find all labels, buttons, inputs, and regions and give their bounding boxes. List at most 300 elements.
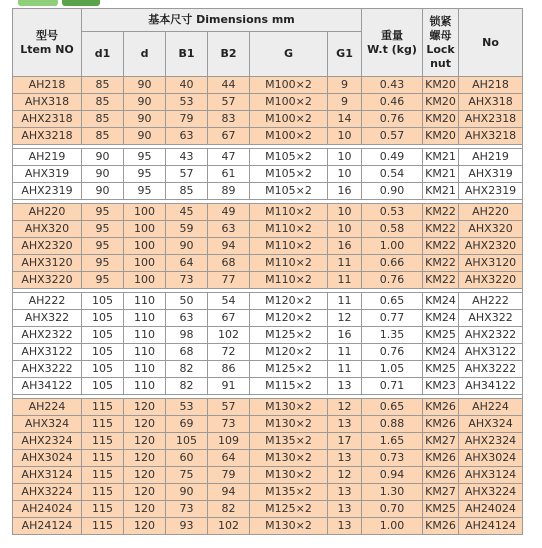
cell-weight: 0.65: [362, 399, 423, 416]
cell-b2: 64: [208, 450, 250, 467]
cell-g: M120×2: [250, 310, 328, 327]
cell-lock-nut: KM26: [423, 416, 459, 433]
table-header: [13, 9, 523, 77]
cell-d: 120: [124, 484, 166, 501]
cell-weight: 0.71: [362, 378, 423, 395]
cell-weight: 0.65: [362, 293, 423, 310]
cell-b1: 64: [166, 255, 208, 272]
cell-b2: 79: [208, 467, 250, 484]
cell-lock-nut: KM22: [423, 204, 459, 221]
cell-model: AH220: [13, 204, 82, 221]
cell-lock-nut: KM24: [423, 344, 459, 361]
cell-model: AHX2324: [13, 433, 82, 450]
cell-b1: 68: [166, 344, 208, 361]
cell-g1: 17: [328, 433, 362, 450]
cell-d1: 95: [82, 221, 124, 238]
cell-d: 95: [124, 166, 166, 183]
cell-b1: 105: [166, 433, 208, 450]
cell-weight: 0.46: [362, 94, 423, 111]
table-row: [13, 183, 523, 200]
cell-weight: 1.30: [362, 484, 423, 501]
cell-model: AHX319: [13, 166, 82, 183]
cell-g: M100×2: [250, 128, 328, 145]
cell-g: M105×2: [250, 183, 328, 200]
cell-g1: 13: [328, 378, 362, 395]
cell-model: AH224: [13, 399, 82, 416]
cell-d1: 95: [82, 272, 124, 289]
cell-b2: 94: [208, 484, 250, 501]
cell-b2: 94: [208, 238, 250, 255]
cell-b2: 83: [208, 111, 250, 128]
dimensions-header: 基本尺寸 Dimensions mm: [82, 9, 362, 32]
cell-d: 110: [124, 327, 166, 344]
cell-b2: 86: [208, 361, 250, 378]
cell-g1: 13: [328, 518, 362, 535]
cell-weight: 0.70: [362, 501, 423, 518]
cell-b1: 50: [166, 293, 208, 310]
cell-d: 110: [124, 361, 166, 378]
top-decoration: [18, 0, 168, 7]
cell-d1: 105: [82, 344, 124, 361]
cell-b2: 102: [208, 327, 250, 344]
cell-no: AHX2324: [459, 433, 523, 450]
cell-lock-nut: KM26: [423, 399, 459, 416]
cell-g1: 16: [328, 327, 362, 344]
cell-g: M125×2: [250, 501, 328, 518]
green-tab-decoration: [62, 0, 100, 6]
cell-weight: 0.77: [362, 310, 423, 327]
model-header: 型号 Ltem NO: [13, 9, 82, 77]
cell-lock-nut: KM21: [423, 183, 459, 200]
bearing-spec-table: [12, 8, 523, 535]
cell-b2: 67: [208, 310, 250, 327]
cell-model: AHX2320: [13, 238, 82, 255]
cell-g1: 14: [328, 111, 362, 128]
cell-no: AHX3218: [459, 128, 523, 145]
cell-b2: 82: [208, 501, 250, 518]
cell-model: AHX3124: [13, 467, 82, 484]
cell-lock-nut: KM27: [423, 433, 459, 450]
cell-g: M130×2: [250, 450, 328, 467]
cell-model: AH24024: [13, 501, 82, 518]
cell-g: M100×2: [250, 77, 328, 94]
cell-g: M120×2: [250, 293, 328, 310]
cell-model: AHX3122: [13, 344, 82, 361]
table-row: [13, 293, 523, 310]
cell-d1: 95: [82, 238, 124, 255]
cell-model: AHX2318: [13, 111, 82, 128]
cell-b1: 93: [166, 518, 208, 535]
cell-d: 95: [124, 183, 166, 200]
cell-g: M110×2: [250, 238, 328, 255]
cell-no: AH224: [459, 399, 523, 416]
cell-g1: 9: [328, 94, 362, 111]
cell-g1: 11: [328, 293, 362, 310]
cell-d1: 115: [82, 518, 124, 535]
cell-g1: 16: [328, 183, 362, 200]
cell-d: 100: [124, 238, 166, 255]
table-row: [13, 149, 523, 166]
table-row: [13, 94, 523, 111]
cell-d1: 105: [82, 378, 124, 395]
table-row: [13, 327, 523, 344]
cell-model: AHX3024: [13, 450, 82, 467]
table-row: [13, 221, 523, 238]
cell-lock-nut: KM22: [423, 221, 459, 238]
cell-d1: 105: [82, 327, 124, 344]
cell-b1: 75: [166, 467, 208, 484]
table-row: [13, 433, 523, 450]
cell-g: M115×2: [250, 378, 328, 395]
cell-b2: 49: [208, 204, 250, 221]
cell-d: 90: [124, 111, 166, 128]
cell-g1: 11: [328, 272, 362, 289]
cell-weight: 0.54: [362, 166, 423, 183]
cell-weight: 0.90: [362, 183, 423, 200]
cell-b2: 89: [208, 183, 250, 200]
cell-g1: 12: [328, 467, 362, 484]
cell-lock-nut: KM25: [423, 361, 459, 378]
cell-b1: 63: [166, 310, 208, 327]
cell-weight: 1.00: [362, 238, 423, 255]
cell-b1: 90: [166, 484, 208, 501]
cell-g: M120×2: [250, 344, 328, 361]
cell-lock-nut: KM20: [423, 77, 459, 94]
cell-b1: 90: [166, 238, 208, 255]
cell-no: AHX3122: [459, 344, 523, 361]
cell-d: 110: [124, 378, 166, 395]
cell-b2: 54: [208, 293, 250, 310]
cell-lock-nut: KM22: [423, 272, 459, 289]
cell-b1: 85: [166, 183, 208, 200]
table-row: [13, 450, 523, 467]
table-row: [13, 361, 523, 378]
cell-d: 120: [124, 399, 166, 416]
cell-weight: 0.53: [362, 204, 423, 221]
cell-g1: 12: [328, 310, 362, 327]
cell-d1: 115: [82, 399, 124, 416]
cell-lock-nut: KM26: [423, 450, 459, 467]
cell-b1: 53: [166, 94, 208, 111]
table-row: [13, 204, 523, 221]
cell-lock-nut: KM21: [423, 166, 459, 183]
cell-lock-nut: KM20: [423, 128, 459, 145]
cell-b2: 77: [208, 272, 250, 289]
cell-weight: 0.73: [362, 450, 423, 467]
table-row: [13, 399, 523, 416]
cell-weight: 0.76: [362, 272, 423, 289]
cell-weight: 0.88: [362, 416, 423, 433]
cell-lock-nut: KM24: [423, 310, 459, 327]
table-row: [13, 77, 523, 94]
table-row: [13, 166, 523, 183]
cell-model: AHX3218: [13, 128, 82, 145]
cell-weight: 0.57: [362, 128, 423, 145]
cell-weight: 0.94: [362, 467, 423, 484]
cell-no: AHX2322: [459, 327, 523, 344]
cell-no: AHX319: [459, 166, 523, 183]
cell-no: AHX318: [459, 94, 523, 111]
cell-d: 100: [124, 272, 166, 289]
cell-b2: 61: [208, 166, 250, 183]
cell-no: AH222: [459, 293, 523, 310]
cell-d1: 115: [82, 484, 124, 501]
cell-weight: 1.65: [362, 433, 423, 450]
cell-g: M100×2: [250, 111, 328, 128]
cell-lock-nut: KM23: [423, 378, 459, 395]
cell-b1: 43: [166, 149, 208, 166]
cell-no: AHX3224: [459, 484, 523, 501]
cell-weight: 1.05: [362, 361, 423, 378]
cell-d: 120: [124, 433, 166, 450]
cell-no: AHX3120: [459, 255, 523, 272]
cell-lock-nut: KM25: [423, 327, 459, 344]
cell-lock-nut: KM20: [423, 111, 459, 128]
col-header-d: d: [124, 32, 166, 77]
cell-d: 100: [124, 221, 166, 238]
cell-no: AH220: [459, 204, 523, 221]
cell-g1: 10: [328, 221, 362, 238]
cell-g1: 12: [328, 399, 362, 416]
cell-weight: 0.43: [362, 77, 423, 94]
cell-model: AH34122: [13, 378, 82, 395]
cell-b1: 53: [166, 399, 208, 416]
cell-lock-nut: KM20: [423, 94, 459, 111]
cell-d1: 85: [82, 111, 124, 128]
cell-no: AHX320: [459, 221, 523, 238]
cell-g1: 13: [328, 484, 362, 501]
cell-b2: 73: [208, 416, 250, 433]
cell-model: AH24124: [13, 518, 82, 535]
cell-b1: 63: [166, 128, 208, 145]
no-header: No: [459, 9, 523, 77]
cell-d1: 85: [82, 94, 124, 111]
cell-b2: 44: [208, 77, 250, 94]
green-tab-decoration: [18, 0, 58, 6]
cell-no: AHX3024: [459, 450, 523, 467]
table-row: [13, 518, 523, 535]
cell-d: 120: [124, 501, 166, 518]
weight-header: 重量 W.t (kg): [362, 9, 423, 77]
cell-model: AHX3222: [13, 361, 82, 378]
cell-no: AHX2319: [459, 183, 523, 200]
cell-model: AHX3224: [13, 484, 82, 501]
cell-model: AH218: [13, 77, 82, 94]
cell-d1: 115: [82, 467, 124, 484]
cell-model: AHX3120: [13, 255, 82, 272]
cell-no: AHX2318: [459, 111, 523, 128]
cell-model: AHX324: [13, 416, 82, 433]
cell-g1: 13: [328, 450, 362, 467]
cell-no: AH24024: [459, 501, 523, 518]
cell-g: M110×2: [250, 255, 328, 272]
cell-d1: 90: [82, 183, 124, 200]
table-row: [13, 416, 523, 433]
cell-b2: 102: [208, 518, 250, 535]
cell-lock-nut: KM22: [423, 238, 459, 255]
table-row: [13, 484, 523, 501]
cell-d1: 105: [82, 310, 124, 327]
cell-g1: 10: [328, 166, 362, 183]
table-row: [13, 378, 523, 395]
cell-b1: 69: [166, 416, 208, 433]
table-row: [13, 272, 523, 289]
cell-b1: 59: [166, 221, 208, 238]
cell-g1: 10: [328, 149, 362, 166]
cell-d: 95: [124, 149, 166, 166]
cell-d1: 115: [82, 416, 124, 433]
cell-b1: 57: [166, 166, 208, 183]
cell-g: M130×2: [250, 416, 328, 433]
cell-b1: 73: [166, 501, 208, 518]
cell-no: AHX3222: [459, 361, 523, 378]
cell-g: M130×2: [250, 467, 328, 484]
table-row: [13, 128, 523, 145]
cell-g: M105×2: [250, 166, 328, 183]
cell-lock-nut: KM24: [423, 293, 459, 310]
cell-weight: 0.76: [362, 111, 423, 128]
table-row: [13, 238, 523, 255]
cell-d1: 115: [82, 450, 124, 467]
table-row: [13, 255, 523, 272]
cell-weight: 0.66: [362, 255, 423, 272]
col-header-b1: B1: [166, 32, 208, 77]
cell-d1: 85: [82, 77, 124, 94]
cell-lock-nut: KM22: [423, 255, 459, 272]
cell-d1: 115: [82, 501, 124, 518]
cell-g: M125×2: [250, 361, 328, 378]
cell-g: M100×2: [250, 94, 328, 111]
cell-lock-nut: KM21: [423, 149, 459, 166]
cell-d: 110: [124, 310, 166, 327]
cell-weight: 0.49: [362, 149, 423, 166]
col-header-g: G: [250, 32, 328, 77]
col-header-g1: G1: [328, 32, 362, 77]
cell-weight: 1.35: [362, 327, 423, 344]
cell-g1: 9: [328, 77, 362, 94]
cell-b2: 57: [208, 399, 250, 416]
cell-model: AHX2319: [13, 183, 82, 200]
table-row: [13, 111, 523, 128]
cell-lock-nut: KM26: [423, 467, 459, 484]
cell-no: AHX3220: [459, 272, 523, 289]
cell-b2: 63: [208, 221, 250, 238]
cell-g1: 10: [328, 204, 362, 221]
cell-g1: 11: [328, 344, 362, 361]
cell-b2: 72: [208, 344, 250, 361]
cell-g1: 13: [328, 416, 362, 433]
cell-model: AHX318: [13, 94, 82, 111]
cell-d: 90: [124, 94, 166, 111]
cell-no: AHX3124: [459, 467, 523, 484]
cell-g: M130×2: [250, 399, 328, 416]
cell-weight: 0.58: [362, 221, 423, 238]
cell-g1: 13: [328, 501, 362, 518]
cell-d1: 105: [82, 361, 124, 378]
cell-d1: 90: [82, 149, 124, 166]
cell-no: AHX324: [459, 416, 523, 433]
col-header-b2: B2: [208, 32, 250, 77]
cell-b1: 79: [166, 111, 208, 128]
cell-g1: 10: [328, 128, 362, 145]
cell-b2: 67: [208, 128, 250, 145]
cell-d: 90: [124, 128, 166, 145]
cell-no: AH34122: [459, 378, 523, 395]
cell-b1: 82: [166, 361, 208, 378]
cell-model: AH219: [13, 149, 82, 166]
cell-d1: 85: [82, 128, 124, 145]
cell-b1: 73: [166, 272, 208, 289]
cell-d1: 115: [82, 433, 124, 450]
cell-model: AHX322: [13, 310, 82, 327]
cell-g: M105×2: [250, 149, 328, 166]
table-body: [13, 77, 523, 535]
cell-b1: 82: [166, 378, 208, 395]
cell-d: 100: [124, 255, 166, 272]
cell-d: 100: [124, 204, 166, 221]
cell-no: AH219: [459, 149, 523, 166]
cell-g: M135×2: [250, 433, 328, 450]
cell-b1: 40: [166, 77, 208, 94]
cell-lock-nut: KM27: [423, 484, 459, 501]
cell-b1: 45: [166, 204, 208, 221]
cell-weight: 1.00: [362, 518, 423, 535]
cell-d1: 105: [82, 293, 124, 310]
cell-b2: 91: [208, 378, 250, 395]
table-row: [13, 467, 523, 484]
cell-d: 120: [124, 518, 166, 535]
cell-weight: 0.76: [362, 344, 423, 361]
cell-d1: 90: [82, 166, 124, 183]
cell-d: 110: [124, 344, 166, 361]
cell-b2: 109: [208, 433, 250, 450]
cell-d: 120: [124, 450, 166, 467]
cell-g1: 11: [328, 361, 362, 378]
cell-b2: 47: [208, 149, 250, 166]
cell-model: AHX2322: [13, 327, 82, 344]
cell-g: M125×2: [250, 327, 328, 344]
cell-model: AHX3220: [13, 272, 82, 289]
cell-g1: 11: [328, 255, 362, 272]
cell-g: M110×2: [250, 204, 328, 221]
cell-g: M110×2: [250, 272, 328, 289]
cell-d: 120: [124, 467, 166, 484]
cell-b1: 60: [166, 450, 208, 467]
cell-b1: 98: [166, 327, 208, 344]
cell-g: M110×2: [250, 221, 328, 238]
cell-d: 90: [124, 77, 166, 94]
cell-no: AHX322: [459, 310, 523, 327]
cell-g: M130×2: [250, 518, 328, 535]
table-row: [13, 310, 523, 327]
cell-lock-nut: KM26: [423, 518, 459, 535]
cell-b2: 57: [208, 94, 250, 111]
table-row: [13, 344, 523, 361]
cell-g: M135×2: [250, 484, 328, 501]
cell-d1: 95: [82, 255, 124, 272]
cell-no: AH24124: [459, 518, 523, 535]
cell-b2: 68: [208, 255, 250, 272]
cell-d: 120: [124, 416, 166, 433]
cell-d: 110: [124, 293, 166, 310]
table-row: [13, 501, 523, 518]
cell-model: AHX320: [13, 221, 82, 238]
cell-d1: 95: [82, 204, 124, 221]
cell-no: AHX2320: [459, 238, 523, 255]
cell-model: AH222: [13, 293, 82, 310]
cell-no: AH218: [459, 77, 523, 94]
cell-g1: 16: [328, 238, 362, 255]
